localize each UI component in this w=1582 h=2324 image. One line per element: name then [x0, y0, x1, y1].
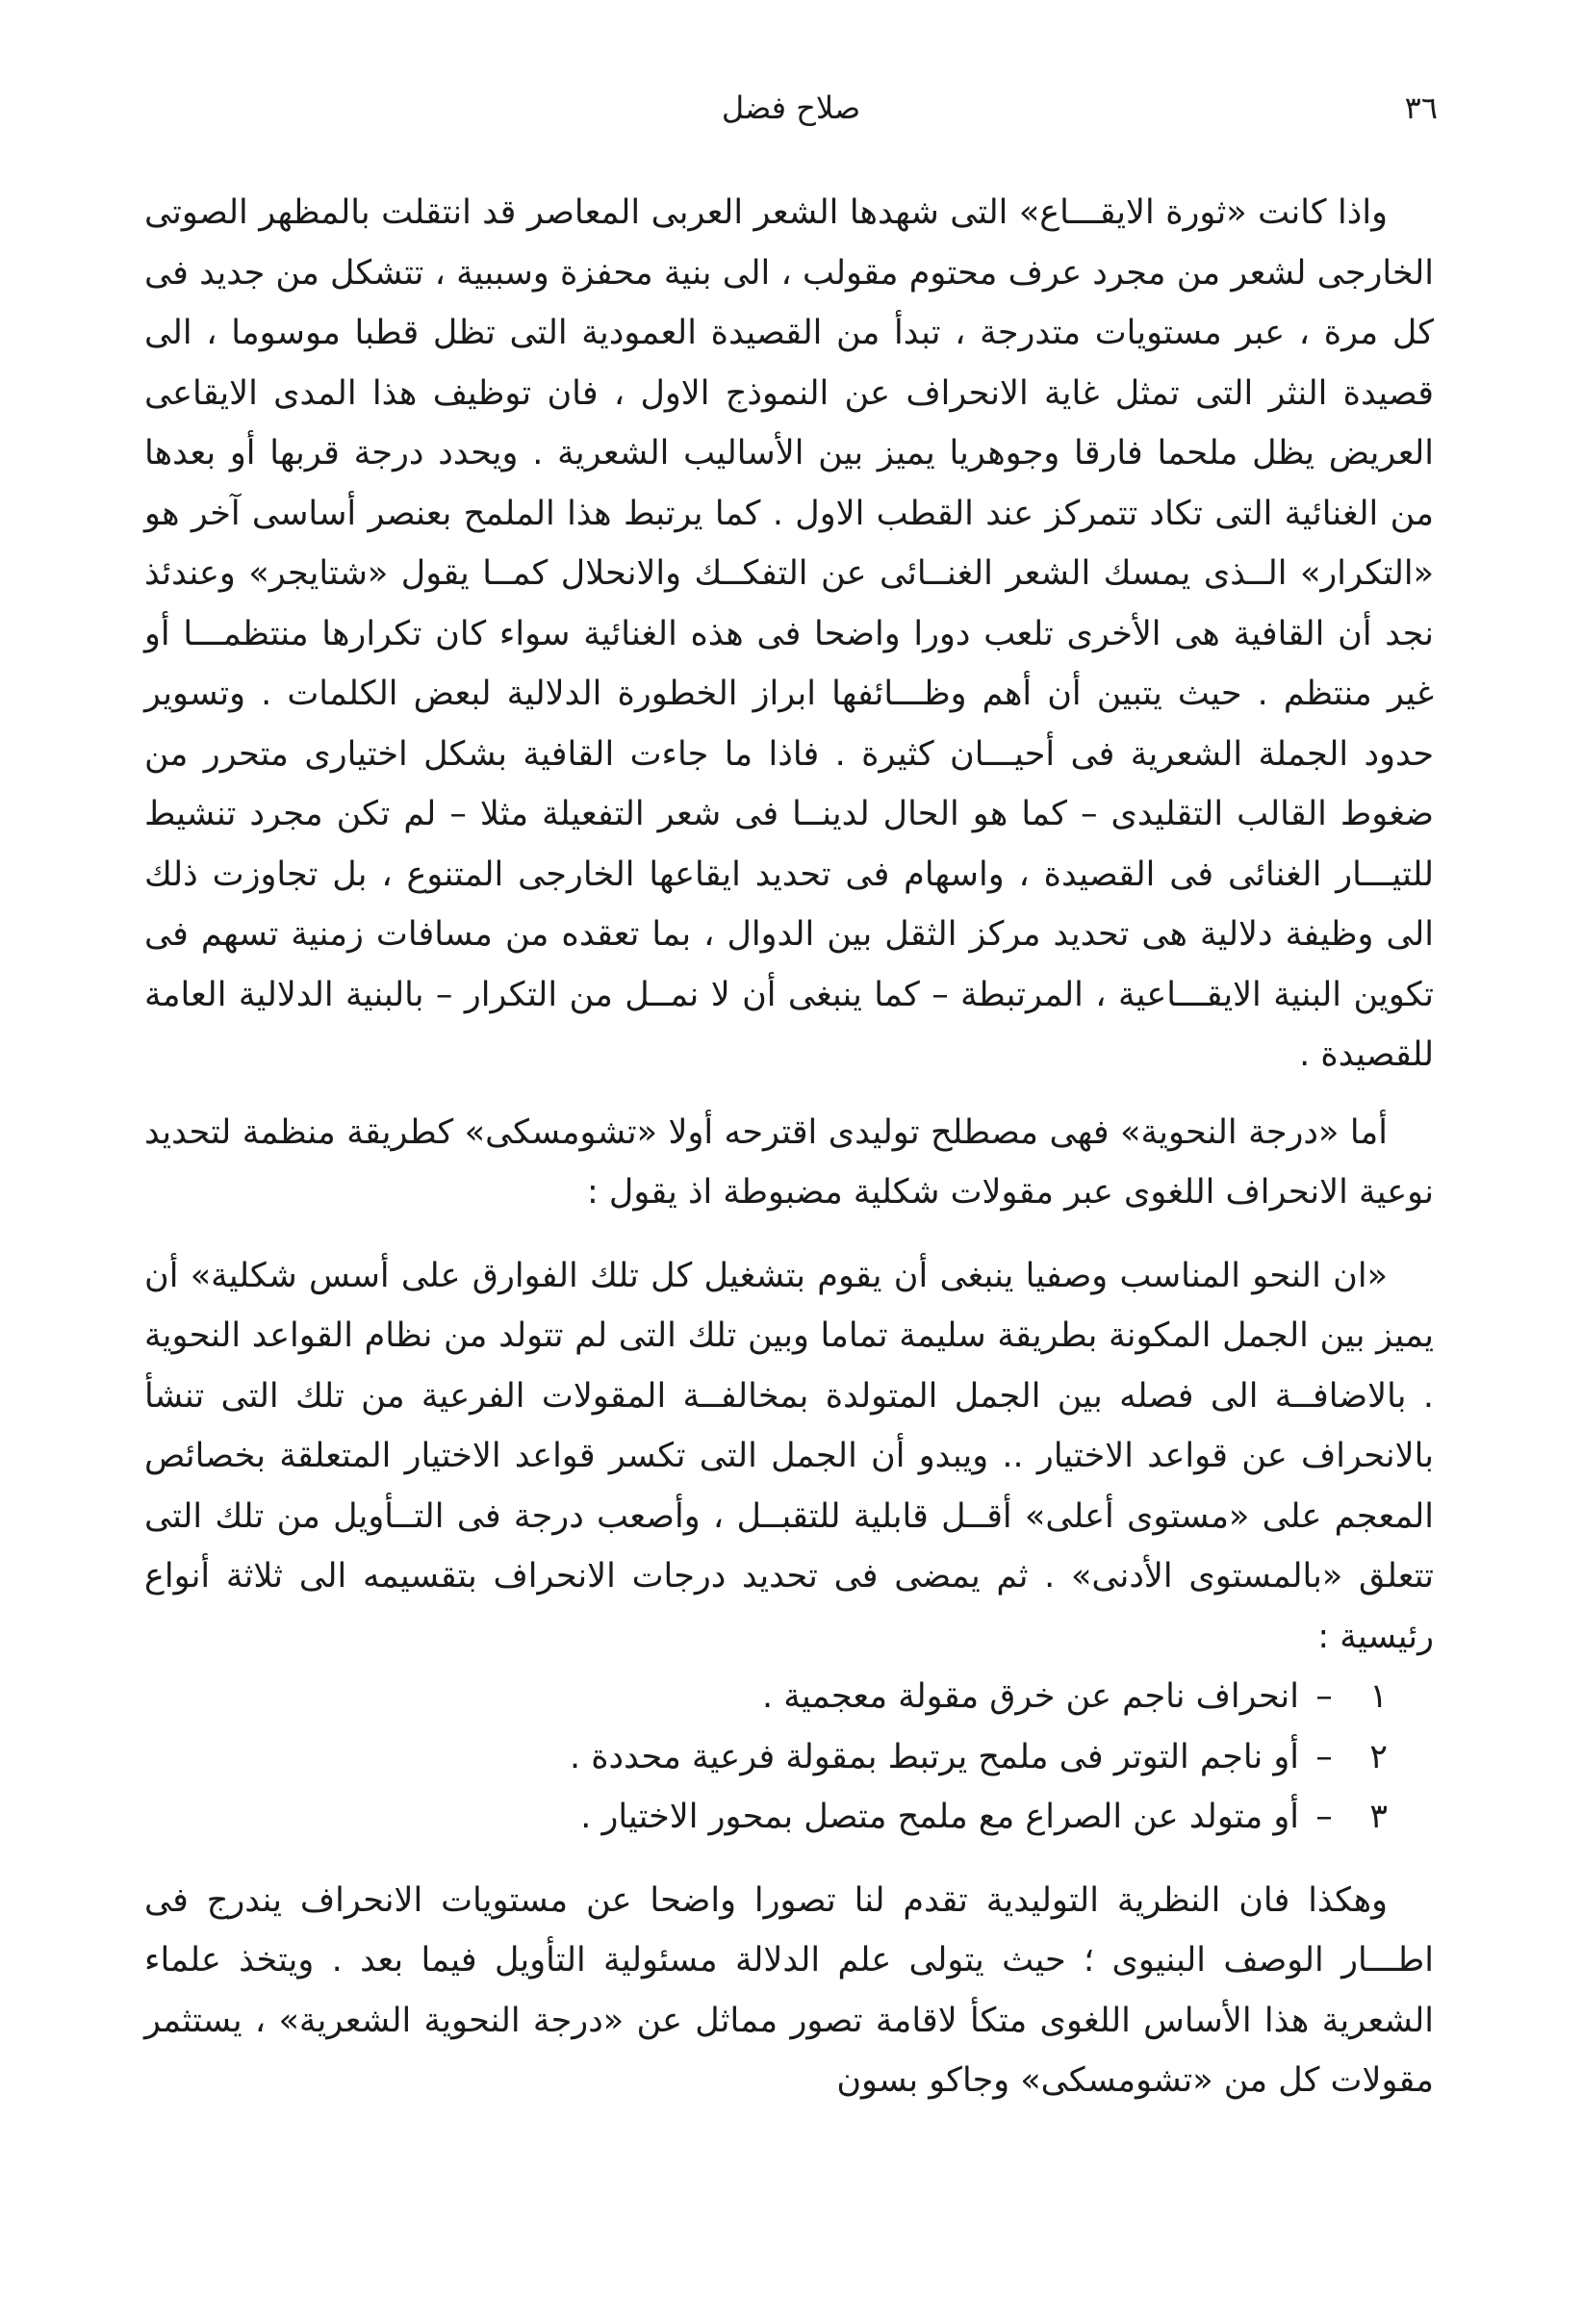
list-item-dash: – — [1315, 1798, 1333, 1836]
paragraph-generative-theory: وهكذا فان النظرية التوليدية تقدم لنا تصورا واضحا عن مستويات الانحراف يندرج فى اطـــار الوصف البنيوى ؛ حيث يتولى علم الدلالة مسئولية التأويل فيما بعد . ويتخذ علماء الشعرية هذا الأساس اللغوى متكأ لاقامة تصور مماثل عن «درجة النحوية الشعرية» ، يستثمر مقولات كل من «تشومسكى» وجاكو بسون — [144, 1880, 1434, 2100]
list-item-text: أو ناجم التوتر فى ملمح يرتبط بمقولة فرعية محددة . — [569, 1737, 1299, 1776]
list-item-text: انحراف ناجم عن خرق مقولة معجمية . — [762, 1677, 1299, 1716]
page-number: ٣٦ — [1404, 89, 1438, 126]
paragraph-rhythm: واذا كانت «ثورة الايقـــاع» التى شهدها الشعر العربى المعاصر قد انتقلت بالمظهر الصوتى الخارجى لشعر من مجرد عرف محتوم مقولب ، الى بنية محفزة وسببية ، تتشكل من جديد فى كل مرة ، عبر مستويات متدرجة ، تبدأ من القصيدة العمودية التى تظل قطبا موسوما ، الى قصيدة النثر التى تمثل غاية الانحراف عن النموذج الاول ، فان توظيف هذا المدى الايقاعى العريض يظل ملحما فارقا وجوهريا يميز بين الأساليب الشعرية . ويحدد درجة قربها أو بعدها من الغنائية التى تكاد تتمركز عند القطب الاول . كما يرتبط هذا الملمح بعنصر أساسى آخر هو «التكرار» الــذى يمسك الشعر الغنــائى عن التفكــك والانحلال كمــا يقول «شتايجر» وعندئذ نجد أن القافية هى الأخرى تلعب دورا واضحا فى هذه الغنائية سواء كان تكرارها منتظمـــا أو غير منتظم . حيث يتبين أن أهم وظـــائفها ابراز الخطورة الدلالية لبعض الكلمات . وتسوير حدود الجملة الشعرية فى أحيـــان كثيرة . فاذا ما جاءت القافية بشكل اختيارى متحرر من ضغوط القالب التقليدى – كما هو الحال لدينــا فى شعر التفعيلة مثلا – لم تكن مجرد تنشيط للتيـــار الغنائى فى القصيدة ، واسهام فى تحديد ايقاعها الخارجى المتنوع ، بل تجاوزت ذلك الى وظيفة دلالية هى تحديد مركز الثقل بين الدوال ، بما تعقده من مسافات زمنية تسهم فى تكوين البنية الايقـــاعية ، المرتبطة – كما ينبغى أن لا نمــل من التكرار – بالبنية الدلالية العامة للقصيدة . — [144, 193, 1434, 1074]
list-item — [144, 1667, 1388, 1727]
body-text — [144, 183, 1434, 2111]
paragraph-chomsky-quote: «ان النحو المناسب وصفيا ينبغى أن يقوم بتشغيل كل تلك الفوارق على أسس شكلية» أن يميز بين الجمل المكونة بطريقة سليمة تماما وبين تلك التى لم تتولد من نظام القواعد النحوية . بالاضافــة الى فصله بين الجمل المتولدة بمخالفــة المقولات الفرعية من تلك التى تنشأ بالانحراف عن قواعد الاختيار .. ويبدو أن الجمل التى تكسر قواعد الاختيار المتعلقة بخصائص المعجم على «مستوى أعلى» أقــل قابلية للتقبــل ، وأصعب درجة فى التــأويل من تلك التى تتعلق «بالمستوى الأدنى» . ثم يمضى فى تحديد درجات الانحراف بتقسيمه الى ثلاثة أنواع رئيسية : — [144, 1256, 1434, 1656]
list-item-text: أو متولد عن الصراع مع ملمح متصل بمحور الاختيار . — [580, 1798, 1299, 1836]
list-item-number: ١ — [1369, 1677, 1388, 1716]
paragraph-grammaticality: أما «درجة النحوية» فهى مصطلح توليدى اقترحه أولا «تشومسكى» كطريقة منظمة لتحديد نوعية الانحراف اللغوى عبر مقولات شكلية مضبوطة اذ يقول : — [144, 1112, 1434, 1212]
list-item-number: ٢ — [1369, 1737, 1388, 1776]
running-head — [144, 85, 1438, 131]
deviation-types-list — [144, 1667, 1434, 1848]
list-item-dash: – — [1315, 1737, 1333, 1776]
list-item-number: ٣ — [1369, 1798, 1388, 1836]
running-title: صلاح فضل — [721, 89, 861, 126]
list-item — [144, 1727, 1388, 1788]
list-item — [144, 1787, 1388, 1848]
list-item-dash: – — [1315, 1677, 1333, 1716]
